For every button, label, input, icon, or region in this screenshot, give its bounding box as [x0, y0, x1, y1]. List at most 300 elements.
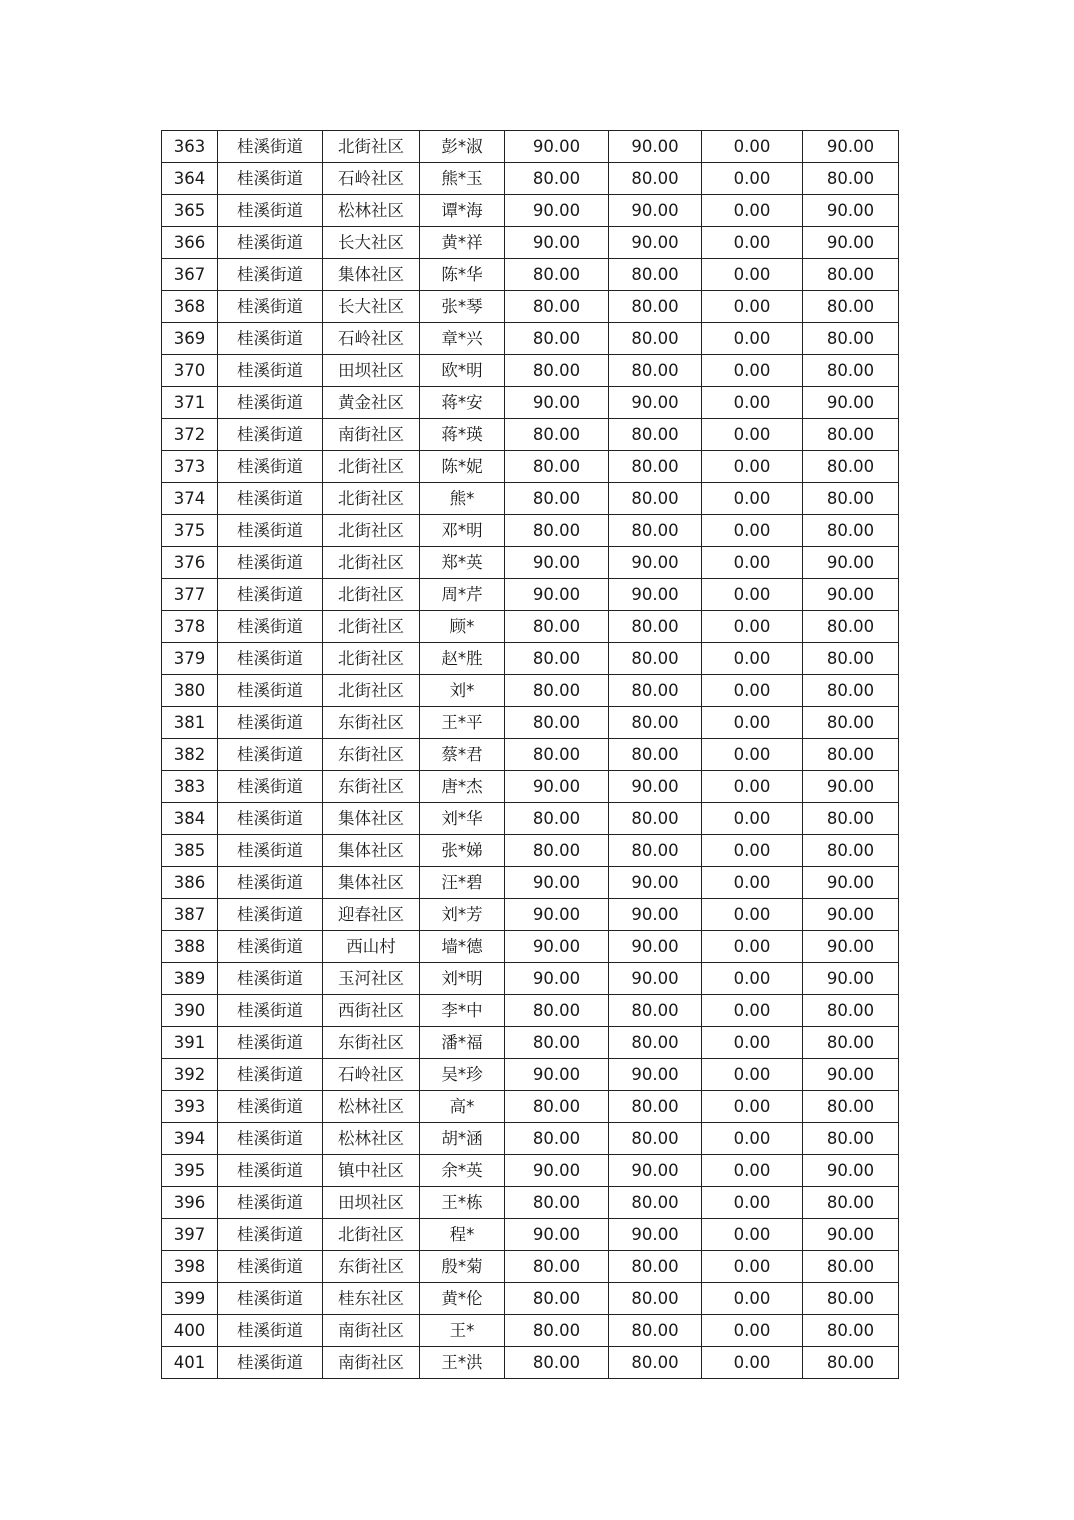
name-cell: 刘*明: [420, 963, 505, 995]
row-number-cell: 371: [162, 387, 218, 419]
row-number-cell: 396: [162, 1187, 218, 1219]
table-row: [162, 131, 899, 163]
row-number-cell: 379: [162, 643, 218, 675]
amount-total-cell: 80.00: [803, 835, 899, 867]
table-row: [162, 611, 899, 643]
amount-b-cell: 80.00: [609, 291, 702, 323]
street-cell: 桂溪街道: [218, 771, 323, 803]
row-number-cell: 393: [162, 1091, 218, 1123]
name-cell: 李*中: [420, 995, 505, 1027]
name-cell: 张*娣: [420, 835, 505, 867]
name-cell: 王*平: [420, 707, 505, 739]
table-row: [162, 1123, 899, 1155]
name-cell: 潘*福: [420, 1027, 505, 1059]
community-cell: 集体社区: [323, 803, 420, 835]
name-cell: 高*: [420, 1091, 505, 1123]
table-row: [162, 323, 899, 355]
amount-c-cell: 0.00: [702, 931, 803, 963]
amount-total-cell: 80.00: [803, 803, 899, 835]
amount-c-cell: 0.00: [702, 1251, 803, 1283]
table-row: [162, 515, 899, 547]
street-cell: 桂溪街道: [218, 259, 323, 291]
row-number-cell: 389: [162, 963, 218, 995]
amount-c-cell: 0.00: [702, 131, 803, 163]
name-cell: 黄*伦: [420, 1283, 505, 1315]
street-cell: 桂溪街道: [218, 1347, 323, 1379]
row-number-cell: 394: [162, 1123, 218, 1155]
street-cell: 桂溪街道: [218, 963, 323, 995]
table-row: [162, 291, 899, 323]
amount-a-cell: 80.00: [505, 259, 609, 291]
amount-c-cell: 0.00: [702, 1187, 803, 1219]
name-cell: 刘*: [420, 675, 505, 707]
street-cell: 桂溪街道: [218, 195, 323, 227]
amount-a-cell: 80.00: [505, 1251, 609, 1283]
name-cell: 郑*英: [420, 547, 505, 579]
name-cell: 王*: [420, 1315, 505, 1347]
community-cell: 北街社区: [323, 579, 420, 611]
amount-c-cell: 0.00: [702, 675, 803, 707]
table-row: [162, 707, 899, 739]
amount-b-cell: 90.00: [609, 579, 702, 611]
amount-total-cell: 90.00: [803, 1059, 899, 1091]
community-cell: 黄金社区: [323, 387, 420, 419]
amount-b-cell: 90.00: [609, 1059, 702, 1091]
amount-total-cell: 80.00: [803, 323, 899, 355]
row-number-cell: 373: [162, 451, 218, 483]
amount-total-cell: 90.00: [803, 867, 899, 899]
amount-a-cell: 80.00: [505, 1283, 609, 1315]
amount-total-cell: 80.00: [803, 291, 899, 323]
amount-a-cell: 80.00: [505, 515, 609, 547]
table-row: [162, 547, 899, 579]
table-row: [162, 675, 899, 707]
name-cell: 顾*: [420, 611, 505, 643]
amount-b-cell: 80.00: [609, 323, 702, 355]
table-row: [162, 1027, 899, 1059]
amount-b-cell: 90.00: [609, 867, 702, 899]
amount-b-cell: 80.00: [609, 1283, 702, 1315]
amount-b-cell: 90.00: [609, 963, 702, 995]
amount-a-cell: 80.00: [505, 323, 609, 355]
amount-b-cell: 80.00: [609, 643, 702, 675]
community-cell: 北街社区: [323, 1219, 420, 1251]
name-cell: 王*洪: [420, 1347, 505, 1379]
amount-total-cell: 80.00: [803, 355, 899, 387]
table-row: [162, 419, 899, 451]
amount-b-cell: 80.00: [609, 163, 702, 195]
amount-c-cell: 0.00: [702, 835, 803, 867]
table-row: [162, 899, 899, 931]
amount-c-cell: 0.00: [702, 355, 803, 387]
amount-total-cell: 80.00: [803, 1123, 899, 1155]
amount-a-cell: 80.00: [505, 707, 609, 739]
amount-a-cell: 80.00: [505, 483, 609, 515]
community-cell: 松林社区: [323, 1123, 420, 1155]
table-row: [162, 1251, 899, 1283]
amount-b-cell: 80.00: [609, 835, 702, 867]
name-cell: 谭*海: [420, 195, 505, 227]
amount-a-cell: 80.00: [505, 739, 609, 771]
amount-c-cell: 0.00: [702, 899, 803, 931]
amount-a-cell: 90.00: [505, 579, 609, 611]
amount-a-cell: 90.00: [505, 963, 609, 995]
name-cell: 刘*芳: [420, 899, 505, 931]
table-row: [162, 1187, 899, 1219]
street-cell: 桂溪街道: [218, 323, 323, 355]
amount-c-cell: 0.00: [702, 771, 803, 803]
amount-a-cell: 90.00: [505, 227, 609, 259]
row-number-cell: 387: [162, 899, 218, 931]
row-number-cell: 369: [162, 323, 218, 355]
street-cell: 桂溪街道: [218, 995, 323, 1027]
street-cell: 桂溪街道: [218, 579, 323, 611]
row-number-cell: 377: [162, 579, 218, 611]
amount-b-cell: 80.00: [609, 1123, 702, 1155]
table-row: [162, 643, 899, 675]
amount-c-cell: 0.00: [702, 483, 803, 515]
amount-c-cell: 0.00: [702, 195, 803, 227]
amount-a-cell: 90.00: [505, 387, 609, 419]
row-number-cell: 366: [162, 227, 218, 259]
table-row: [162, 931, 899, 963]
street-cell: 桂溪街道: [218, 1027, 323, 1059]
roster-table: [161, 130, 899, 1379]
amount-total-cell: 80.00: [803, 515, 899, 547]
street-cell: 桂溪街道: [218, 131, 323, 163]
row-number-cell: 375: [162, 515, 218, 547]
community-cell: 北街社区: [323, 547, 420, 579]
amount-a-cell: 90.00: [505, 771, 609, 803]
amount-b-cell: 80.00: [609, 1315, 702, 1347]
community-cell: 北街社区: [323, 611, 420, 643]
table-row: [162, 1059, 899, 1091]
amount-total-cell: 90.00: [803, 963, 899, 995]
amount-total-cell: 90.00: [803, 387, 899, 419]
name-cell: 彭*淑: [420, 131, 505, 163]
street-cell: 桂溪街道: [218, 419, 323, 451]
row-number-cell: 390: [162, 995, 218, 1027]
amount-b-cell: 90.00: [609, 1219, 702, 1251]
row-number-cell: 370: [162, 355, 218, 387]
table-row: [162, 1091, 899, 1123]
row-number-cell: 363: [162, 131, 218, 163]
amount-b-cell: 80.00: [609, 675, 702, 707]
amount-total-cell: 90.00: [803, 195, 899, 227]
street-cell: 桂溪街道: [218, 675, 323, 707]
amount-c-cell: 0.00: [702, 1059, 803, 1091]
amount-b-cell: 90.00: [609, 931, 702, 963]
amount-b-cell: 90.00: [609, 547, 702, 579]
table-row: [162, 355, 899, 387]
amount-c-cell: 0.00: [702, 1123, 803, 1155]
amount-a-cell: 80.00: [505, 1187, 609, 1219]
table-row: [162, 387, 899, 419]
amount-c-cell: 0.00: [702, 163, 803, 195]
amount-total-cell: 90.00: [803, 1219, 899, 1251]
amount-a-cell: 80.00: [505, 1347, 609, 1379]
table-row: [162, 483, 899, 515]
community-cell: 迎春社区: [323, 899, 420, 931]
community-cell: 北街社区: [323, 675, 420, 707]
community-cell: 松林社区: [323, 195, 420, 227]
amount-total-cell: 80.00: [803, 1283, 899, 1315]
row-number-cell: 367: [162, 259, 218, 291]
name-cell: 余*英: [420, 1155, 505, 1187]
amount-a-cell: 90.00: [505, 931, 609, 963]
street-cell: 桂溪街道: [218, 1059, 323, 1091]
name-cell: 吴*珍: [420, 1059, 505, 1091]
table-row: [162, 995, 899, 1027]
community-cell: 集体社区: [323, 259, 420, 291]
amount-b-cell: 80.00: [609, 611, 702, 643]
amount-a-cell: 90.00: [505, 1219, 609, 1251]
row-number-cell: 368: [162, 291, 218, 323]
name-cell: 赵*胜: [420, 643, 505, 675]
community-cell: 西山村: [323, 931, 420, 963]
amount-total-cell: 80.00: [803, 1187, 899, 1219]
row-number-cell: 378: [162, 611, 218, 643]
amount-a-cell: 80.00: [505, 835, 609, 867]
name-cell: 蔡*君: [420, 739, 505, 771]
amount-total-cell: 80.00: [803, 259, 899, 291]
community-cell: 石岭社区: [323, 323, 420, 355]
amount-b-cell: 80.00: [609, 707, 702, 739]
amount-c-cell: 0.00: [702, 1315, 803, 1347]
street-cell: 桂溪街道: [218, 1091, 323, 1123]
amount-b-cell: 90.00: [609, 387, 702, 419]
row-number-cell: 397: [162, 1219, 218, 1251]
community-cell: 南街社区: [323, 1315, 420, 1347]
table-row: [162, 1283, 899, 1315]
amount-a-cell: 80.00: [505, 1027, 609, 1059]
name-cell: 王*栋: [420, 1187, 505, 1219]
row-number-cell: 398: [162, 1251, 218, 1283]
amount-a-cell: 80.00: [505, 611, 609, 643]
community-cell: 南街社区: [323, 1347, 420, 1379]
amount-b-cell: 80.00: [609, 1091, 702, 1123]
community-cell: 东街社区: [323, 707, 420, 739]
amount-b-cell: 80.00: [609, 259, 702, 291]
name-cell: 陈*妮: [420, 451, 505, 483]
amount-b-cell: 80.00: [609, 1187, 702, 1219]
row-number-cell: 385: [162, 835, 218, 867]
community-cell: 北街社区: [323, 483, 420, 515]
community-cell: 田坝社区: [323, 1187, 420, 1219]
amount-c-cell: 0.00: [702, 579, 803, 611]
amount-b-cell: 80.00: [609, 1251, 702, 1283]
name-cell: 刘*华: [420, 803, 505, 835]
table-row: [162, 163, 899, 195]
amount-c-cell: 0.00: [702, 995, 803, 1027]
community-cell: 田坝社区: [323, 355, 420, 387]
amount-a-cell: 80.00: [505, 163, 609, 195]
amount-total-cell: 80.00: [803, 739, 899, 771]
street-cell: 桂溪街道: [218, 163, 323, 195]
row-number-cell: 376: [162, 547, 218, 579]
amount-a-cell: 80.00: [505, 419, 609, 451]
amount-c-cell: 0.00: [702, 451, 803, 483]
amount-b-cell: 90.00: [609, 771, 702, 803]
amount-total-cell: 90.00: [803, 931, 899, 963]
table-row: [162, 771, 899, 803]
amount-a-cell: 80.00: [505, 995, 609, 1027]
row-number-cell: 392: [162, 1059, 218, 1091]
amount-total-cell: 80.00: [803, 1251, 899, 1283]
table-row: [162, 1315, 899, 1347]
amount-b-cell: 80.00: [609, 739, 702, 771]
amount-total-cell: 80.00: [803, 707, 899, 739]
amount-b-cell: 80.00: [609, 483, 702, 515]
street-cell: 桂溪街道: [218, 451, 323, 483]
amount-total-cell: 90.00: [803, 1155, 899, 1187]
row-number-cell: 401: [162, 1347, 218, 1379]
name-cell: 墙*德: [420, 931, 505, 963]
street-cell: 桂溪街道: [218, 803, 323, 835]
name-cell: 胡*涵: [420, 1123, 505, 1155]
community-cell: 西街社区: [323, 995, 420, 1027]
row-number-cell: 400: [162, 1315, 218, 1347]
row-number-cell: 395: [162, 1155, 218, 1187]
street-cell: 桂溪街道: [218, 1155, 323, 1187]
community-cell: 镇中社区: [323, 1155, 420, 1187]
row-number-cell: 383: [162, 771, 218, 803]
community-cell: 东街社区: [323, 739, 420, 771]
street-cell: 桂溪街道: [218, 227, 323, 259]
amount-total-cell: 80.00: [803, 675, 899, 707]
amount-total-cell: 80.00: [803, 1027, 899, 1059]
community-cell: 北街社区: [323, 131, 420, 163]
table-row: [162, 259, 899, 291]
table-row: [162, 739, 899, 771]
community-cell: 东街社区: [323, 1027, 420, 1059]
amount-a-cell: 80.00: [505, 291, 609, 323]
amount-c-cell: 0.00: [702, 1219, 803, 1251]
row-number-cell: 386: [162, 867, 218, 899]
row-number-cell: 391: [162, 1027, 218, 1059]
street-cell: 桂溪街道: [218, 547, 323, 579]
street-cell: 桂溪街道: [218, 1283, 323, 1315]
amount-a-cell: 80.00: [505, 1315, 609, 1347]
name-cell: 熊*玉: [420, 163, 505, 195]
amount-total-cell: 80.00: [803, 419, 899, 451]
amount-total-cell: 90.00: [803, 899, 899, 931]
amount-a-cell: 80.00: [505, 1123, 609, 1155]
community-cell: 集体社区: [323, 835, 420, 867]
table-row: [162, 1219, 899, 1251]
amount-b-cell: 90.00: [609, 195, 702, 227]
name-cell: 汪*碧: [420, 867, 505, 899]
row-number-cell: 380: [162, 675, 218, 707]
amount-a-cell: 90.00: [505, 195, 609, 227]
amount-a-cell: 90.00: [505, 1059, 609, 1091]
row-number-cell: 382: [162, 739, 218, 771]
amount-a-cell: 90.00: [505, 899, 609, 931]
amount-total-cell: 90.00: [803, 771, 899, 803]
name-cell: 邓*明: [420, 515, 505, 547]
table-row: [162, 1347, 899, 1379]
amount-b-cell: 80.00: [609, 419, 702, 451]
row-number-cell: 381: [162, 707, 218, 739]
amount-a-cell: 90.00: [505, 1155, 609, 1187]
table-row: [162, 227, 899, 259]
street-cell: 桂溪街道: [218, 1187, 323, 1219]
community-cell: 石岭社区: [323, 1059, 420, 1091]
amount-c-cell: 0.00: [702, 291, 803, 323]
amount-total-cell: 80.00: [803, 163, 899, 195]
name-cell: 黄*祥: [420, 227, 505, 259]
row-number-cell: 399: [162, 1283, 218, 1315]
name-cell: 陈*华: [420, 259, 505, 291]
street-cell: 桂溪街道: [218, 739, 323, 771]
amount-c-cell: 0.00: [702, 739, 803, 771]
street-cell: 桂溪街道: [218, 1251, 323, 1283]
amount-b-cell: 90.00: [609, 899, 702, 931]
street-cell: 桂溪街道: [218, 867, 323, 899]
amount-c-cell: 0.00: [702, 707, 803, 739]
community-cell: 桂东社区: [323, 1283, 420, 1315]
amount-total-cell: 80.00: [803, 1091, 899, 1123]
community-cell: 长大社区: [323, 227, 420, 259]
amount-c-cell: 0.00: [702, 547, 803, 579]
amount-total-cell: 80.00: [803, 643, 899, 675]
row-number-cell: 374: [162, 483, 218, 515]
amount-c-cell: 0.00: [702, 1155, 803, 1187]
street-cell: 桂溪街道: [218, 1123, 323, 1155]
community-cell: 北街社区: [323, 451, 420, 483]
table-row: [162, 803, 899, 835]
amount-c-cell: 0.00: [702, 259, 803, 291]
amount-c-cell: 0.00: [702, 803, 803, 835]
table-row: [162, 451, 899, 483]
amount-b-cell: 90.00: [609, 227, 702, 259]
name-cell: 周*芹: [420, 579, 505, 611]
amount-a-cell: 90.00: [505, 131, 609, 163]
street-cell: 桂溪街道: [218, 835, 323, 867]
street-cell: 桂溪街道: [218, 355, 323, 387]
amount-b-cell: 90.00: [609, 1155, 702, 1187]
name-cell: 熊*: [420, 483, 505, 515]
street-cell: 桂溪街道: [218, 387, 323, 419]
community-cell: 北街社区: [323, 515, 420, 547]
community-cell: 集体社区: [323, 867, 420, 899]
amount-a-cell: 80.00: [505, 451, 609, 483]
street-cell: 桂溪街道: [218, 611, 323, 643]
amount-a-cell: 80.00: [505, 643, 609, 675]
table-row: [162, 1155, 899, 1187]
table-row: [162, 835, 899, 867]
amount-c-cell: 0.00: [702, 1283, 803, 1315]
community-cell: 东街社区: [323, 1251, 420, 1283]
amount-total-cell: 80.00: [803, 483, 899, 515]
name-cell: 张*琴: [420, 291, 505, 323]
row-number-cell: 384: [162, 803, 218, 835]
amount-b-cell: 80.00: [609, 451, 702, 483]
table-row: [162, 195, 899, 227]
street-cell: 桂溪街道: [218, 291, 323, 323]
name-cell: 欧*明: [420, 355, 505, 387]
amount-b-cell: 80.00: [609, 515, 702, 547]
amount-total-cell: 90.00: [803, 227, 899, 259]
amount-b-cell: 80.00: [609, 1027, 702, 1059]
amount-c-cell: 0.00: [702, 611, 803, 643]
amount-c-cell: 0.00: [702, 1347, 803, 1379]
amount-total-cell: 90.00: [803, 131, 899, 163]
amount-a-cell: 80.00: [505, 1091, 609, 1123]
amount-total-cell: 90.00: [803, 579, 899, 611]
amount-c-cell: 0.00: [702, 323, 803, 355]
amount-b-cell: 80.00: [609, 355, 702, 387]
